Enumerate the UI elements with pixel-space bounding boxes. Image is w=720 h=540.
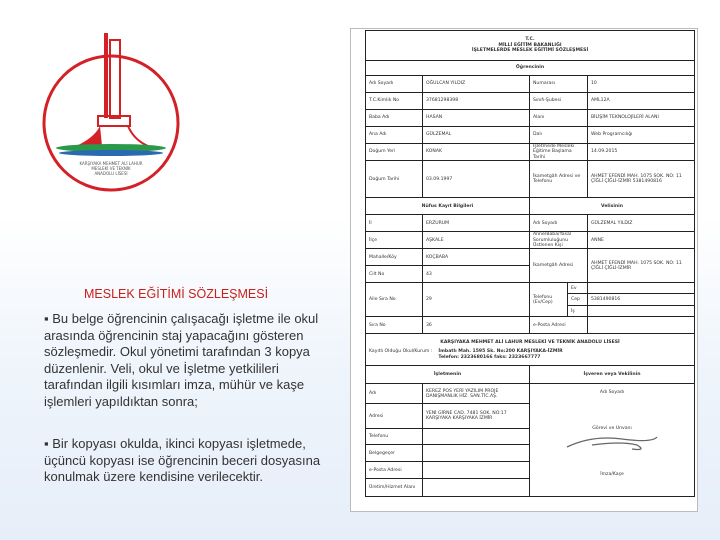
- nufus-title: Nüfus Kayıt Bilgileri: [366, 198, 530, 215]
- cell: 03.09.1997: [423, 161, 530, 198]
- cell: AHMET EFENDİ MAH. 1075 SOK. NO: 11 ÇİĞLİ ÇİĞLİ-İZMİR: [588, 249, 695, 283]
- cell: Adresi: [366, 404, 423, 429]
- cell: Telefonu (Ev/Cep): [530, 283, 568, 317]
- cell: AHMET EFENDİ MAH. 1075 SOK. NO: 11 ÇİĞLİ ÇİĞLİ-İZMİR 5381490816: [588, 161, 695, 198]
- cell: 10: [588, 76, 695, 93]
- cell: İkametgâh Adresi: [530, 249, 588, 283]
- student-row: [366, 76, 695, 93]
- student-row: [366, 110, 695, 127]
- cell: KONAK: [423, 144, 530, 161]
- student-row: [366, 161, 695, 198]
- student-row: [366, 144, 695, 161]
- cell: İşletmenin: [366, 366, 530, 384]
- cell: T.C.Kimlik No: [366, 93, 423, 110]
- cell: Görevi ve Unvanı: [592, 425, 632, 431]
- svg-text:ANADOLU LİSESİ: ANADOLU LİSESİ: [94, 171, 128, 176]
- cell: Adı Soyadı: [530, 215, 588, 232]
- cell: Cilt No: [366, 266, 423, 283]
- student-row: [366, 127, 695, 144]
- cell: Adı Soyadı: [366, 76, 423, 93]
- cell: Anne/Baba/Yasal Sorumluluğunu Üstlenen Kişi: [530, 232, 588, 249]
- bullet-1: ▪ Bu belge öğrencinin çalışacağı işletme ile okul arasında öğrencinin staj yapacağını gösteren sözleşmedir. Okul yönetimi tarafından 3 kopya düzenlenir. Veli, okul ve İşletme yetkilileri tarafından ilgili kısımları imza, mühür ve kaşe işlemleri yapıldıktan sonra;: [44, 311, 319, 409]
- bullet-text: Bir kopyası okulda, ikinci kopyası işletmede, üçüncü kopyası ise öğrencinin beceri dosyasına konulmak üzere kendisine verilecektir.: [44, 436, 321, 484]
- form-header: [366, 31, 695, 61]
- cell: İşletmede Mesleki Eğitime Başlama Tarihi: [530, 144, 588, 161]
- cell: 36: [423, 317, 530, 334]
- cell: Web Programcılığı: [588, 127, 695, 144]
- cell: İş: [568, 306, 588, 317]
- cell: AML12A: [588, 93, 695, 110]
- cell: 5381490816: [588, 294, 695, 306]
- cell: İmza/Kaşe: [600, 471, 624, 477]
- cell: e-Posta Adresi: [530, 317, 588, 334]
- slide-title: MESLEK EĞİTİMİ SÖZLEŞMESİ: [84, 287, 269, 301]
- cell: HASAN: [423, 110, 530, 127]
- cell: Adı: [366, 384, 423, 404]
- cell: [423, 445, 530, 462]
- cell: Telefonu: [366, 429, 423, 445]
- cell: 29: [423, 283, 530, 317]
- cell: [423, 429, 530, 445]
- cell: Kayıtlı Olduğu Okul/Kurum :: [369, 349, 433, 355]
- student-section-title: Öğrencinin: [366, 61, 695, 76]
- cell: Cep: [568, 294, 588, 306]
- student-row: [366, 93, 695, 110]
- cell: MİLLİ EĞİTİM BAKANLIĞI: [498, 42, 562, 48]
- cell: 14.09.2015: [588, 144, 695, 161]
- school-info: [366, 334, 695, 366]
- svg-text:MESLEKİ VE TEKNİK: MESLEKİ VE TEKNİK: [91, 166, 131, 171]
- cell: e-Posta Adresi: [366, 462, 423, 479]
- isletme-row: [366, 384, 695, 404]
- signature: [562, 431, 662, 453]
- cell: Mahalle/Köy: [366, 249, 423, 266]
- cell: ERZURUM: [423, 215, 530, 232]
- cell: YENİ GİRNE CAD. 7481 SOK. NO:17 KARŞIYAKA KARŞIYAKA İZMİR: [423, 404, 530, 429]
- cell: İkametgâh Adresi ve Telefonu: [530, 161, 588, 198]
- contract-form: [365, 30, 695, 497]
- school-logo: [36, 28, 186, 193]
- cell: İşveren veya Vekilinin: [530, 366, 695, 384]
- cell: İl: [366, 215, 423, 232]
- cell: BİLİŞİM TEKNOLOJİLERİ ALANI: [588, 110, 695, 127]
- bullet-text: Bu belge öğrencinin çalışacağı işletme ile okul arasında öğrencinin staj yapacağını gösteren sözleşmedir. Okul yönetimi tarafından 3 kopya düzenlenir. Veli, okul ve İşletme yetkilileri tarafından ilgili kısımları imza, mühür ve kaşe işlemleri yapıldıktan sonra;: [44, 311, 319, 409]
- cell: T.C.: [525, 37, 535, 43]
- cell: Doğum Tarihi: [366, 161, 423, 198]
- cell: Telefon: 2323680166 faks: 2323667777: [438, 354, 541, 360]
- cell: KEREZ POS YERİ YAZILIM PROJE DANIŞMANLIK HİZ. SAN.TİC.AŞ.: [423, 384, 530, 404]
- cell: Alanı: [530, 110, 588, 127]
- cell: GÜLZEMAL YILDIZ: [588, 215, 695, 232]
- cell: Belgegeçer: [366, 445, 423, 462]
- cell: AŞKALE: [423, 232, 530, 249]
- cell: Sıra No: [366, 317, 423, 334]
- cell: İŞLETMELERDE MESLEK EĞİTİMİ SÖZLEŞMESİ: [471, 48, 589, 54]
- cell: [423, 479, 530, 497]
- cell: Numarası: [530, 76, 588, 93]
- cell: İmbatlı Mah. 1595 Sk. No:200 KARŞIYAKA-İZMİR: [438, 349, 563, 355]
- veli-title: Velisinin: [530, 198, 695, 215]
- cell: İlçe: [366, 232, 423, 249]
- cell: Adı Soyadı: [599, 390, 625, 396]
- cell: 43: [423, 266, 530, 283]
- isveren-signature-box: [530, 384, 695, 497]
- cell: KOÇBABA: [423, 249, 530, 266]
- cell: 37681298398: [423, 93, 530, 110]
- cell: ANNE: [588, 232, 695, 249]
- cell: Aile Sıra No: [366, 283, 423, 317]
- cell: Ana Adı: [366, 127, 423, 144]
- cell: Dalı: [530, 127, 588, 144]
- svg-text:KARŞIYAKA MEHMET ALİ LAHUR: KARŞIYAKA MEHMET ALİ LAHUR: [79, 161, 143, 166]
- cell: Doğum Yeri: [366, 144, 423, 161]
- cell: OĞULCAN YILDIZ: [423, 76, 530, 93]
- cell: GÜLZEMAL: [423, 127, 530, 144]
- cell: Baba Adı: [366, 110, 423, 127]
- bullet-2: ▪ Bir kopyası okulda, ikinci kopyası işletmede, üçüncü kopyası ise öğrencinin beceri dosyasına konulmak üzere kendisine verilecektir.: [44, 436, 321, 484]
- cell: Üretim/Hizmet Alanı: [366, 479, 423, 497]
- cell: Ev: [568, 283, 588, 294]
- cell: Sınıfı-Şubesi: [530, 93, 588, 110]
- cell: [423, 462, 530, 479]
- cell: KARŞIYAKA MEHMET ALİ LAHUR MESLEKİ VE TEKNİK ANADOLU LİSESİ: [440, 339, 620, 345]
